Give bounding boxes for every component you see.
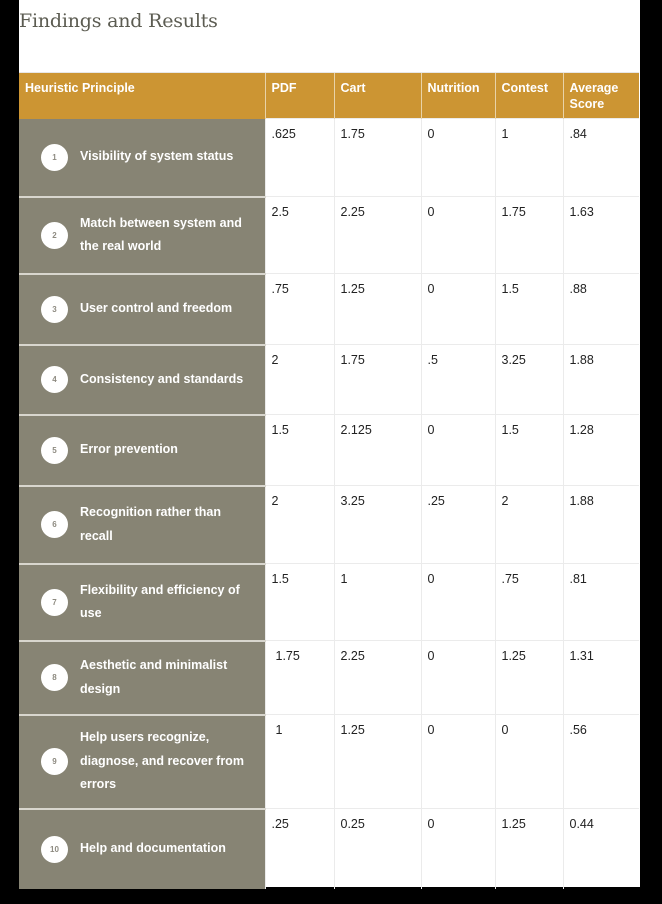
cart-cell: 1.75: [334, 345, 421, 415]
contest-cell: 1.25: [495, 809, 563, 889]
principle-label: Visibility of system status: [80, 149, 234, 164]
principle-label: Flexibility and efficiency of use: [80, 582, 240, 620]
number-badge: 5: [41, 437, 68, 464]
average-cell: .84: [563, 119, 639, 197]
nutrition-cell: 0: [421, 415, 495, 486]
nutrition-cell: .5: [421, 345, 495, 415]
principle-cell: [19, 809, 265, 889]
principle-label: Error prevention: [80, 442, 178, 457]
number-badge: 7: [41, 589, 68, 616]
table-row: [19, 415, 639, 486]
cart-cell: 1.25: [334, 274, 421, 345]
number-badge: 2: [41, 222, 68, 249]
average-cell: 1.63: [563, 197, 639, 274]
principle-cell: [19, 486, 265, 564]
pdf-cell: .625: [265, 119, 334, 197]
contest-cell: 1.75: [495, 197, 563, 274]
principle-cell: [19, 641, 265, 715]
pdf-cell: 2: [265, 345, 334, 415]
nutrition-cell: 0: [421, 715, 495, 809]
pdf-cell: 2: [265, 486, 334, 564]
header-contest: Contest: [495, 73, 563, 119]
nutrition-cell: 0: [421, 809, 495, 889]
average-cell: 1.88: [563, 345, 639, 415]
number-badge: 8: [41, 664, 68, 691]
pdf-cell: 1.5: [265, 564, 334, 641]
average-cell: .56: [563, 715, 639, 809]
header-cart: Cart: [334, 73, 421, 119]
contest-cell: 1: [495, 119, 563, 197]
average-cell: 1.88: [563, 486, 639, 564]
number-badge: 3: [41, 296, 68, 323]
principle-cell: [19, 197, 265, 274]
contest-cell: 1.25: [495, 641, 563, 715]
number-badge: 10: [41, 836, 68, 863]
cart-cell: 1: [334, 564, 421, 641]
cart-cell: 3.25: [334, 486, 421, 564]
table-row: [19, 274, 639, 345]
table-row: [19, 641, 639, 715]
table-row: [19, 345, 639, 415]
table-header-row: [19, 73, 639, 119]
contest-cell: 3.25: [495, 345, 563, 415]
pdf-cell: 1: [265, 715, 334, 809]
header-nutrition: Nutrition: [421, 73, 495, 119]
table-row: [19, 809, 639, 889]
table-row: [19, 119, 639, 197]
principle-label: Aesthetic and minimalist design: [80, 658, 228, 696]
cart-cell: 0.25: [334, 809, 421, 889]
table-row: [19, 564, 639, 641]
average-cell: 1.28: [563, 415, 639, 486]
principle-label: Recognition rather than recall: [80, 505, 221, 543]
nutrition-cell: 0: [421, 119, 495, 197]
table-row: [19, 486, 639, 564]
pdf-cell: .75: [265, 274, 334, 345]
header-pdf: PDF: [265, 73, 334, 119]
principle-label: Match between system and the real world: [80, 215, 242, 253]
contest-cell: 2: [495, 486, 563, 564]
header-heuristic-principle: Heuristic Principle: [19, 73, 265, 119]
findings-table: [19, 72, 639, 889]
cart-cell: 2.25: [334, 641, 421, 715]
cart-cell: 2.125: [334, 415, 421, 486]
number-badge: 4: [41, 366, 68, 393]
table-row: [19, 715, 639, 809]
average-cell: .88: [563, 274, 639, 345]
nutrition-cell: .25: [421, 486, 495, 564]
contest-cell: 0: [495, 715, 563, 809]
cart-cell: 1.25: [334, 715, 421, 809]
contest-cell: 1.5: [495, 415, 563, 486]
pdf-cell: 1.75: [265, 641, 334, 715]
average-cell: 0.44: [563, 809, 639, 889]
pdf-cell: .25: [265, 809, 334, 889]
table-row: [19, 197, 639, 274]
principle-cell: [19, 715, 265, 809]
number-badge: 1: [41, 144, 68, 171]
contest-cell: .75: [495, 564, 563, 641]
cart-cell: 2.25: [334, 197, 421, 274]
principle-cell: [19, 274, 265, 345]
pdf-cell: 1.5: [265, 415, 334, 486]
nutrition-cell: 0: [421, 641, 495, 715]
principle-label: User control and freedom: [80, 301, 233, 316]
principle-cell: [19, 415, 265, 486]
principle-cell: [19, 119, 265, 197]
number-badge: 9: [41, 748, 68, 775]
nutrition-cell: 0: [421, 274, 495, 345]
principle-cell: [19, 345, 265, 415]
header-average-score: Average Score: [563, 73, 639, 119]
principle-label: Help and documentation: [80, 841, 226, 856]
cart-cell: 1.75: [334, 119, 421, 197]
principle-cell: [19, 564, 265, 641]
nutrition-cell: 0: [421, 197, 495, 274]
principle-label: Help users recognize, diagnose, and recover from errors: [80, 730, 244, 792]
average-cell: .81: [563, 564, 639, 641]
page: [19, 0, 640, 887]
principle-label: Consistency and standards: [80, 371, 244, 386]
number-badge: 6: [41, 511, 68, 538]
page-title: Findings and Results: [19, 10, 218, 32]
pdf-cell: 2.5: [265, 197, 334, 274]
contest-cell: 1.5: [495, 274, 563, 345]
nutrition-cell: 0: [421, 564, 495, 641]
average-cell: 1.31: [563, 641, 639, 715]
